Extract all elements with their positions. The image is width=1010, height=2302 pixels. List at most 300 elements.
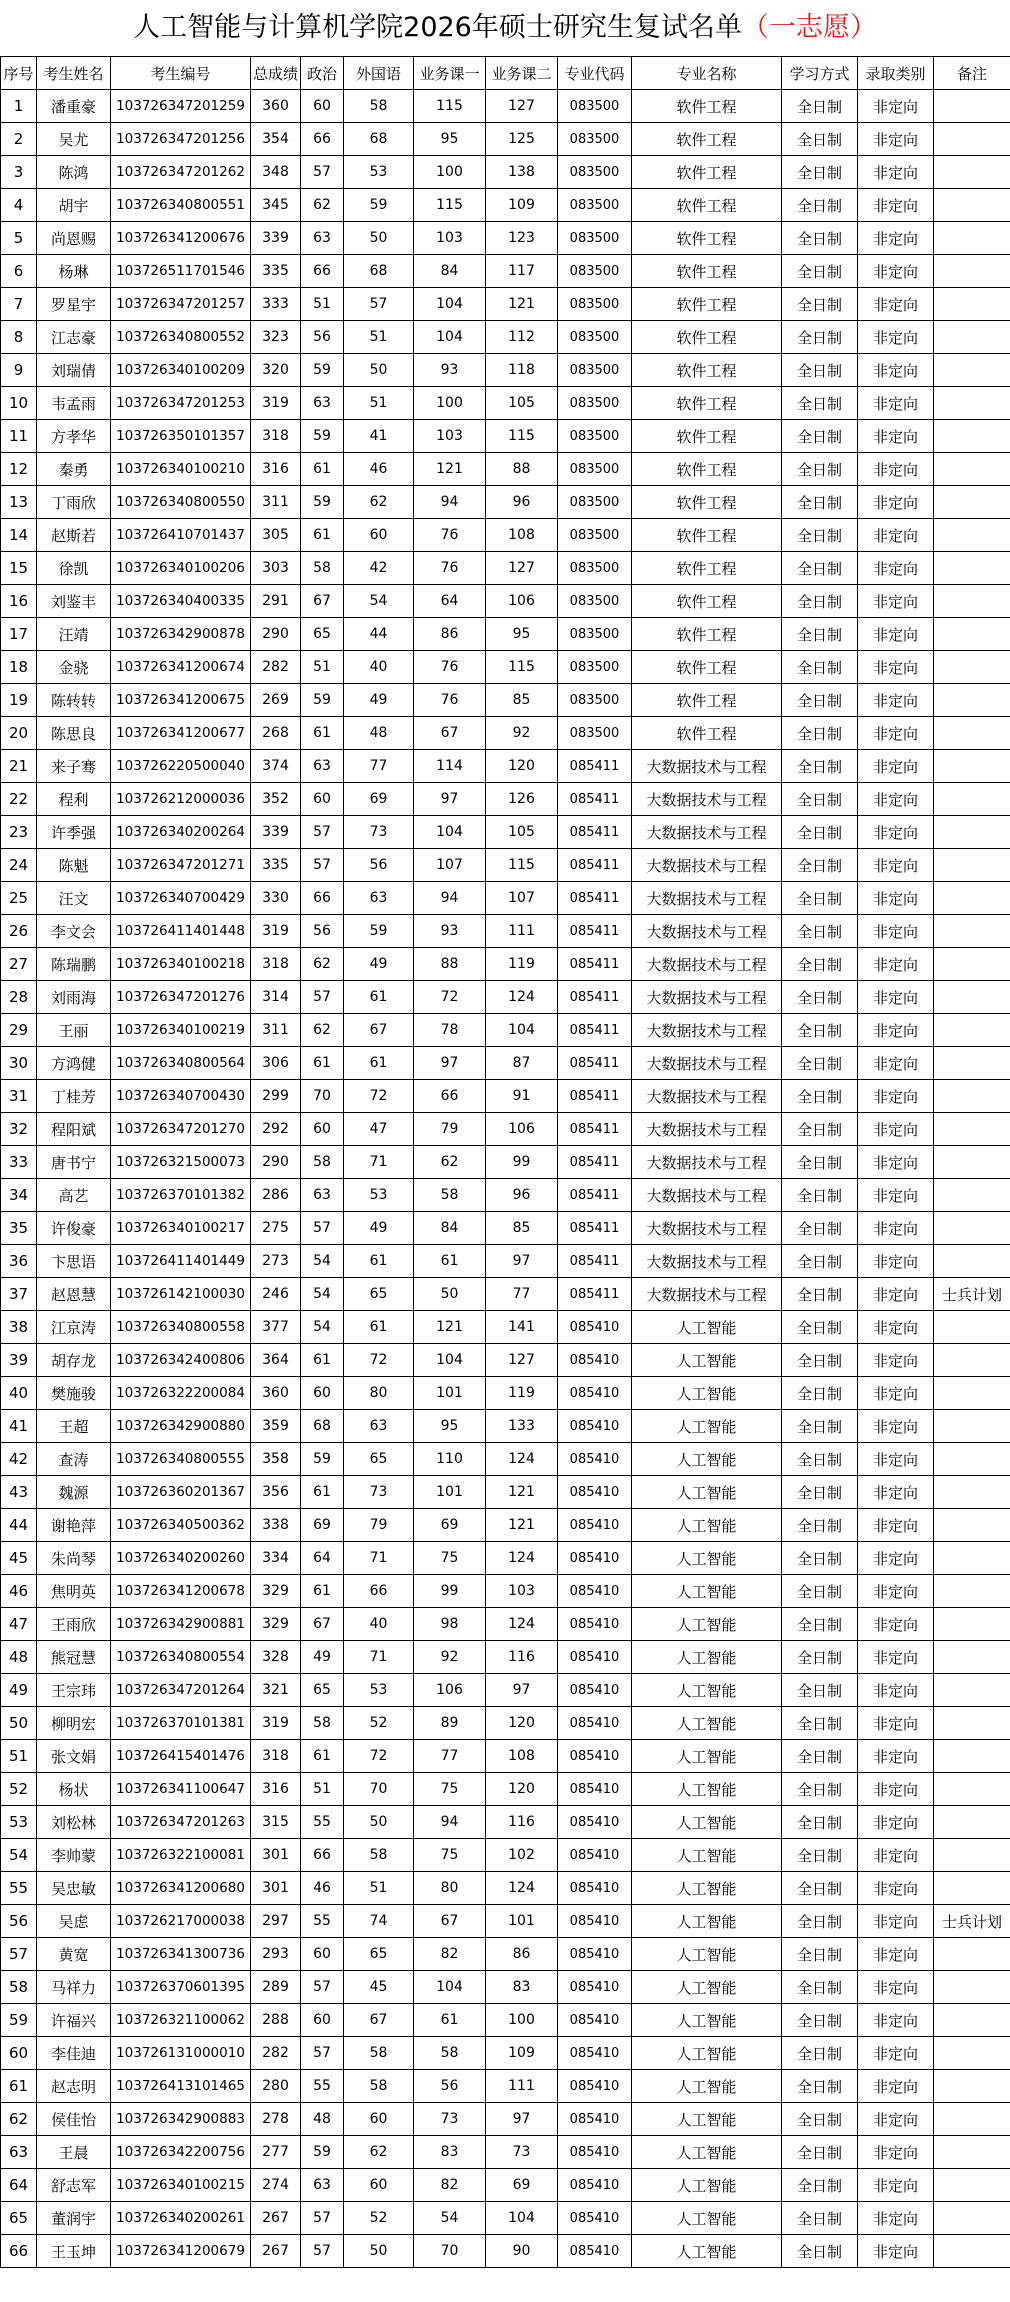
cell-seq: 32	[1, 1113, 37, 1146]
cell-study-mode: 全日制	[782, 816, 858, 849]
cell-politics: 63	[301, 2169, 344, 2202]
cell-seq: 27	[1, 948, 37, 981]
cell-major-code: 083500	[558, 717, 632, 750]
cell-major-name: 大数据技术与工程	[632, 948, 782, 981]
cell-politics: 61	[301, 1476, 344, 1509]
cell-course1: 93	[414, 915, 486, 948]
cell-seq: 9	[1, 354, 37, 387]
cell-major-name: 软件工程	[632, 123, 782, 156]
cell-major-code: 085411	[558, 783, 632, 816]
table-row	[1, 1443, 1010, 1476]
header-politics: 政治	[301, 57, 344, 90]
cell-study-mode: 全日制	[782, 1377, 858, 1410]
cell-language: 71	[344, 1542, 414, 1575]
table-row	[1, 1872, 1010, 1905]
cell-total: 323	[251, 321, 301, 354]
cell-seq: 11	[1, 420, 37, 453]
cell-seq: 30	[1, 1047, 37, 1080]
cell-language: 58	[344, 1839, 414, 1872]
table-row	[1, 2004, 1010, 2037]
cell-id: 103726341200679	[111, 2235, 251, 2268]
cell-name: 陈鸿	[37, 156, 111, 189]
cell-major-code: 085410	[558, 1641, 632, 1674]
cell-total: 345	[251, 189, 301, 222]
cell-name: 方孝华	[37, 420, 111, 453]
cell-major-name: 人工智能	[632, 2202, 782, 2235]
cell-politics: 56	[301, 321, 344, 354]
cell-major-code: 085411	[558, 816, 632, 849]
header-major-name: 专业名称	[632, 57, 782, 90]
cell-study-mode: 全日制	[782, 222, 858, 255]
table-row	[1, 1179, 1010, 1212]
cell-name: 尚恩赐	[37, 222, 111, 255]
cell-course1: 121	[414, 453, 486, 486]
cell-id: 103726347201271	[111, 849, 251, 882]
cell-seq: 13	[1, 486, 37, 519]
cell-total: 290	[251, 618, 301, 651]
cell-major-name: 软件工程	[632, 189, 782, 222]
table-row	[1, 387, 1010, 420]
header-major-code: 专业代码	[558, 57, 632, 90]
cell-seq: 51	[1, 1740, 37, 1773]
cell-course2: 111	[486, 915, 558, 948]
cell-major-name: 大数据技术与工程	[632, 783, 782, 816]
cell-course2: 117	[486, 255, 558, 288]
cell-id: 103726340800564	[111, 1047, 251, 1080]
cell-remark	[934, 2202, 1010, 2235]
cell-id: 103726340800555	[111, 1443, 251, 1476]
cell-seq: 16	[1, 585, 37, 618]
cell-seq: 40	[1, 1377, 37, 1410]
cell-seq: 20	[1, 717, 37, 750]
cell-remark	[934, 1410, 1010, 1443]
cell-language: 40	[344, 651, 414, 684]
cell-admission-type: 非定向	[858, 1773, 934, 1806]
cell-study-mode: 全日制	[782, 684, 858, 717]
cell-major-code: 085410	[558, 1476, 632, 1509]
cell-remark	[934, 2004, 1010, 2037]
cell-course2: 83	[486, 1971, 558, 2004]
cell-name: 江京涛	[37, 1311, 111, 1344]
cell-study-mode: 全日制	[782, 1542, 858, 1575]
cell-name: 来子骞	[37, 750, 111, 783]
cell-course2: 107	[486, 882, 558, 915]
cell-admission-type: 非定向	[858, 1344, 934, 1377]
cell-major-code: 085411	[558, 981, 632, 1014]
cell-course2: 120	[486, 1707, 558, 1740]
cell-id: 103726350101357	[111, 420, 251, 453]
cell-study-mode: 全日制	[782, 1509, 858, 1542]
cell-name: 韦孟雨	[37, 387, 111, 420]
cell-study-mode: 全日制	[782, 1080, 858, 1113]
cell-seq: 49	[1, 1674, 37, 1707]
cell-course2: 120	[486, 750, 558, 783]
cell-admission-type: 非定向	[858, 354, 934, 387]
cell-seq: 42	[1, 1443, 37, 1476]
title-paren: （一志愿）	[741, 12, 877, 43]
cell-language: 51	[344, 387, 414, 420]
cell-id: 103726347201256	[111, 123, 251, 156]
table-row	[1, 1542, 1010, 1575]
cell-politics: 57	[301, 2202, 344, 2235]
cell-politics: 63	[301, 387, 344, 420]
cell-language: 74	[344, 1905, 414, 1938]
cell-language: 61	[344, 1311, 414, 1344]
cell-major-name: 人工智能	[632, 1872, 782, 1905]
cell-admission-type: 非定向	[858, 2037, 934, 2070]
cell-study-mode: 全日制	[782, 1707, 858, 1740]
cell-seq: 26	[1, 915, 37, 948]
header-total: 总成绩	[251, 57, 301, 90]
cell-remark	[934, 1344, 1010, 1377]
cell-id: 103726340800550	[111, 486, 251, 519]
cell-total: 311	[251, 486, 301, 519]
table-row	[1, 552, 1010, 585]
cell-admission-type: 非定向	[858, 321, 934, 354]
cell-language: 57	[344, 288, 414, 321]
cell-study-mode: 全日制	[782, 1674, 858, 1707]
cell-total: 277	[251, 2136, 301, 2169]
cell-course2: 133	[486, 1410, 558, 1443]
cell-course2: 141	[486, 1311, 558, 1344]
cell-remark	[934, 585, 1010, 618]
table-row	[1, 255, 1010, 288]
cell-seq: 50	[1, 1707, 37, 1740]
cell-id: 103726347201253	[111, 387, 251, 420]
cell-major-code: 083500	[558, 552, 632, 585]
cell-course1: 75	[414, 1773, 486, 1806]
cell-name: 罗星宇	[37, 288, 111, 321]
cell-study-mode: 全日制	[782, 1410, 858, 1443]
cell-language: 69	[344, 783, 414, 816]
cell-study-mode: 全日制	[782, 1740, 858, 1773]
cell-course1: 54	[414, 2202, 486, 2235]
cell-total: 282	[251, 2037, 301, 2070]
cell-politics: 63	[301, 222, 344, 255]
cell-remark	[934, 948, 1010, 981]
cell-study-mode: 全日制	[782, 717, 858, 750]
cell-admission-type: 非定向	[858, 2136, 934, 2169]
cell-admission-type: 非定向	[858, 1806, 934, 1839]
cell-id: 103726340500362	[111, 1509, 251, 1542]
cell-course2: 124	[486, 1872, 558, 1905]
cell-id: 103726411401448	[111, 915, 251, 948]
cell-name: 吴尤	[37, 123, 111, 156]
cell-id: 103726340100217	[111, 1212, 251, 1245]
cell-seq: 1	[1, 90, 37, 123]
cell-course1: 121	[414, 1311, 486, 1344]
cell-admission-type: 非定向	[858, 1377, 934, 1410]
cell-id: 103726341100647	[111, 1773, 251, 1806]
cell-course1: 80	[414, 1872, 486, 1905]
cell-language: 62	[344, 2136, 414, 2169]
cell-name: 金骁	[37, 651, 111, 684]
cell-course2: 102	[486, 1839, 558, 1872]
cell-name: 马祥力	[37, 1971, 111, 2004]
cell-name: 秦勇	[37, 453, 111, 486]
cell-politics: 70	[301, 1080, 344, 1113]
cell-remark	[934, 519, 1010, 552]
cell-study-mode: 全日制	[782, 882, 858, 915]
cell-major-name: 人工智能	[632, 1476, 782, 1509]
cell-language: 45	[344, 1971, 414, 2004]
cell-seq: 24	[1, 849, 37, 882]
cell-id: 103726341200680	[111, 1872, 251, 1905]
cell-politics: 59	[301, 354, 344, 387]
cell-remark: 士兵计划	[934, 1905, 1010, 1938]
cell-course1: 76	[414, 519, 486, 552]
cell-name: 方鸿健	[37, 1047, 111, 1080]
cell-admission-type: 非定向	[858, 1245, 934, 1278]
table-row	[1, 1839, 1010, 1872]
table-row	[1, 486, 1010, 519]
cell-major-code: 085410	[558, 1905, 632, 1938]
cell-study-mode: 全日制	[782, 1476, 858, 1509]
cell-study-mode: 全日制	[782, 1047, 858, 1080]
cell-name: 刘瑞倩	[37, 354, 111, 387]
cell-course1: 104	[414, 816, 486, 849]
cell-study-mode: 全日制	[782, 1311, 858, 1344]
cell-id: 103726370101381	[111, 1707, 251, 1740]
cell-course1: 99	[414, 1575, 486, 1608]
cell-admission-type: 非定向	[858, 948, 934, 981]
cell-course2: 116	[486, 1641, 558, 1674]
cell-id: 103726340200264	[111, 816, 251, 849]
cell-remark	[934, 2235, 1010, 2268]
cell-course1: 88	[414, 948, 486, 981]
cell-major-code: 085410	[558, 1443, 632, 1476]
cell-course2: 124	[486, 1443, 558, 1476]
cell-course2: 73	[486, 2136, 558, 2169]
cell-remark	[934, 1872, 1010, 1905]
cell-id: 103726322200084	[111, 1377, 251, 1410]
cell-major-code: 085410	[558, 1311, 632, 1344]
cell-major-code: 085410	[558, 1575, 632, 1608]
cell-name: 查涛	[37, 1443, 111, 1476]
cell-seq: 46	[1, 1575, 37, 1608]
cell-major-code: 085410	[558, 1377, 632, 1410]
cell-course2: 99	[486, 1146, 558, 1179]
cell-politics: 61	[301, 1740, 344, 1773]
cell-seq: 53	[1, 1806, 37, 1839]
cell-study-mode: 全日制	[782, 420, 858, 453]
cell-remark	[934, 1047, 1010, 1080]
cell-course1: 115	[414, 189, 486, 222]
header-id: 考生编号	[111, 57, 251, 90]
cell-name: 董润宇	[37, 2202, 111, 2235]
cell-name: 王宗玮	[37, 1674, 111, 1707]
cell-major-name: 软件工程	[632, 354, 782, 387]
cell-course2: 88	[486, 453, 558, 486]
cell-major-name: 人工智能	[632, 1509, 782, 1542]
cell-remark	[934, 1113, 1010, 1146]
cell-politics: 57	[301, 1971, 344, 2004]
cell-politics: 61	[301, 1047, 344, 1080]
cell-seq: 35	[1, 1212, 37, 1245]
cell-major-code: 085411	[558, 915, 632, 948]
cell-course2: 119	[486, 1377, 558, 1410]
cell-total: 358	[251, 1443, 301, 1476]
cell-id: 103726220500040	[111, 750, 251, 783]
cell-remark	[934, 1608, 1010, 1641]
cell-major-code: 085411	[558, 1179, 632, 1212]
cell-major-code: 083500	[558, 90, 632, 123]
cell-remark	[934, 651, 1010, 684]
cell-study-mode: 全日制	[782, 354, 858, 387]
cell-id: 103726342900883	[111, 2103, 251, 2136]
cell-seq: 10	[1, 387, 37, 420]
cell-id: 103726347201270	[111, 1113, 251, 1146]
cell-politics: 61	[301, 717, 344, 750]
table-header-row	[1, 57, 1010, 90]
cell-major-code: 083500	[558, 354, 632, 387]
cell-admission-type: 非定向	[858, 156, 934, 189]
cell-course1: 104	[414, 288, 486, 321]
cell-seq: 43	[1, 1476, 37, 1509]
cell-remark	[934, 1377, 1010, 1410]
cell-remark	[934, 222, 1010, 255]
cell-total: 377	[251, 1311, 301, 1344]
cell-course1: 67	[414, 1905, 486, 1938]
cell-course2: 124	[486, 1542, 558, 1575]
cell-course1: 75	[414, 1839, 486, 1872]
cell-major-code: 083500	[558, 618, 632, 651]
cell-course2: 104	[486, 2202, 558, 2235]
cell-study-mode: 全日制	[782, 453, 858, 486]
table-row	[1, 1608, 1010, 1641]
cell-politics: 54	[301, 1278, 344, 1311]
cell-seq: 5	[1, 222, 37, 255]
cell-politics: 69	[301, 1509, 344, 1542]
cell-seq: 45	[1, 1542, 37, 1575]
cell-remark	[934, 90, 1010, 123]
cell-id: 103726511701546	[111, 255, 251, 288]
cell-major-name: 人工智能	[632, 2070, 782, 2103]
cell-language: 58	[344, 2070, 414, 2103]
cell-seq: 7	[1, 288, 37, 321]
cell-total: 354	[251, 123, 301, 156]
cell-course2: 90	[486, 2235, 558, 2268]
cell-language: 71	[344, 1641, 414, 1674]
cell-total: 335	[251, 849, 301, 882]
cell-course1: 101	[414, 1377, 486, 1410]
cell-language: 49	[344, 948, 414, 981]
cell-major-name: 大数据技术与工程	[632, 1113, 782, 1146]
table-row	[1, 90, 1010, 123]
cell-major-code: 085410	[558, 2070, 632, 2103]
cell-study-mode: 全日制	[782, 1872, 858, 1905]
cell-politics: 57	[301, 1212, 344, 1245]
cell-course1: 58	[414, 1179, 486, 1212]
cell-total: 299	[251, 1080, 301, 1113]
cell-politics: 57	[301, 156, 344, 189]
cell-total: 289	[251, 1971, 301, 2004]
table-row	[1, 2136, 1010, 2169]
cell-major-name: 软件工程	[632, 585, 782, 618]
cell-major-name: 软件工程	[632, 321, 782, 354]
cell-language: 50	[344, 2235, 414, 2268]
cell-name: 吴虑	[37, 1905, 111, 1938]
cell-course1: 86	[414, 618, 486, 651]
cell-remark	[934, 1212, 1010, 1245]
cell-seq: 44	[1, 1509, 37, 1542]
cell-admission-type: 非定向	[858, 2169, 934, 2202]
cell-name: 魏源	[37, 1476, 111, 1509]
cell-admission-type: 非定向	[858, 2004, 934, 2037]
cell-total: 330	[251, 882, 301, 915]
cell-remark	[934, 1476, 1010, 1509]
cell-total: 246	[251, 1278, 301, 1311]
cell-politics: 60	[301, 2004, 344, 2037]
cell-course1: 73	[414, 2103, 486, 2136]
cell-admission-type: 非定向	[858, 1839, 934, 1872]
cell-major-name: 大数据技术与工程	[632, 1179, 782, 1212]
cell-remark	[934, 1443, 1010, 1476]
cell-politics: 66	[301, 123, 344, 156]
cell-politics: 66	[301, 255, 344, 288]
cell-major-code: 085410	[558, 1806, 632, 1839]
cell-id: 103726415401476	[111, 1740, 251, 1773]
cell-course1: 107	[414, 849, 486, 882]
cell-id: 103726340800552	[111, 321, 251, 354]
page-title	[0, 0, 1010, 56]
cell-id: 103726340100215	[111, 2169, 251, 2202]
table-row	[1, 2202, 1010, 2235]
cell-course2: 95	[486, 618, 558, 651]
cell-admission-type: 非定向	[858, 1047, 934, 1080]
cell-id: 103726340800551	[111, 189, 251, 222]
cell-admission-type: 非定向	[858, 684, 934, 717]
cell-name: 朱尚琴	[37, 1542, 111, 1575]
cell-course2: 124	[486, 981, 558, 1014]
cell-language: 54	[344, 585, 414, 618]
cell-major-code: 085411	[558, 1245, 632, 1278]
cell-major-code: 083500	[558, 585, 632, 618]
cell-major-name: 软件工程	[632, 387, 782, 420]
cell-politics: 51	[301, 1773, 344, 1806]
cell-course2: 85	[486, 684, 558, 717]
cell-politics: 49	[301, 1641, 344, 1674]
cell-id: 103726340700430	[111, 1080, 251, 1113]
table-row	[1, 1971, 1010, 2004]
cell-id: 103726340100219	[111, 1014, 251, 1047]
cell-major-name: 软件工程	[632, 486, 782, 519]
cell-politics: 65	[301, 1674, 344, 1707]
cell-major-name: 大数据技术与工程	[632, 1146, 782, 1179]
cell-seq: 4	[1, 189, 37, 222]
cell-seq: 58	[1, 1971, 37, 2004]
cell-course1: 72	[414, 981, 486, 1014]
cell-id: 103726341200675	[111, 684, 251, 717]
table-row	[1, 123, 1010, 156]
cell-major-code: 085410	[558, 2004, 632, 2037]
cell-remark	[934, 2037, 1010, 2070]
cell-total: 339	[251, 816, 301, 849]
cell-seq: 52	[1, 1773, 37, 1806]
table-row	[1, 1410, 1010, 1443]
cell-name: 杨状	[37, 1773, 111, 1806]
cell-study-mode: 全日制	[782, 783, 858, 816]
cell-study-mode: 全日制	[782, 1212, 858, 1245]
cell-politics: 63	[301, 750, 344, 783]
cell-admission-type: 非定向	[858, 123, 934, 156]
cell-id: 103726347201263	[111, 1806, 251, 1839]
cell-name: 潘重豪	[37, 90, 111, 123]
header-seq: 序号	[1, 57, 37, 90]
cell-politics: 54	[301, 1245, 344, 1278]
cell-major-name: 人工智能	[632, 1542, 782, 1575]
cell-politics: 58	[301, 1146, 344, 1179]
